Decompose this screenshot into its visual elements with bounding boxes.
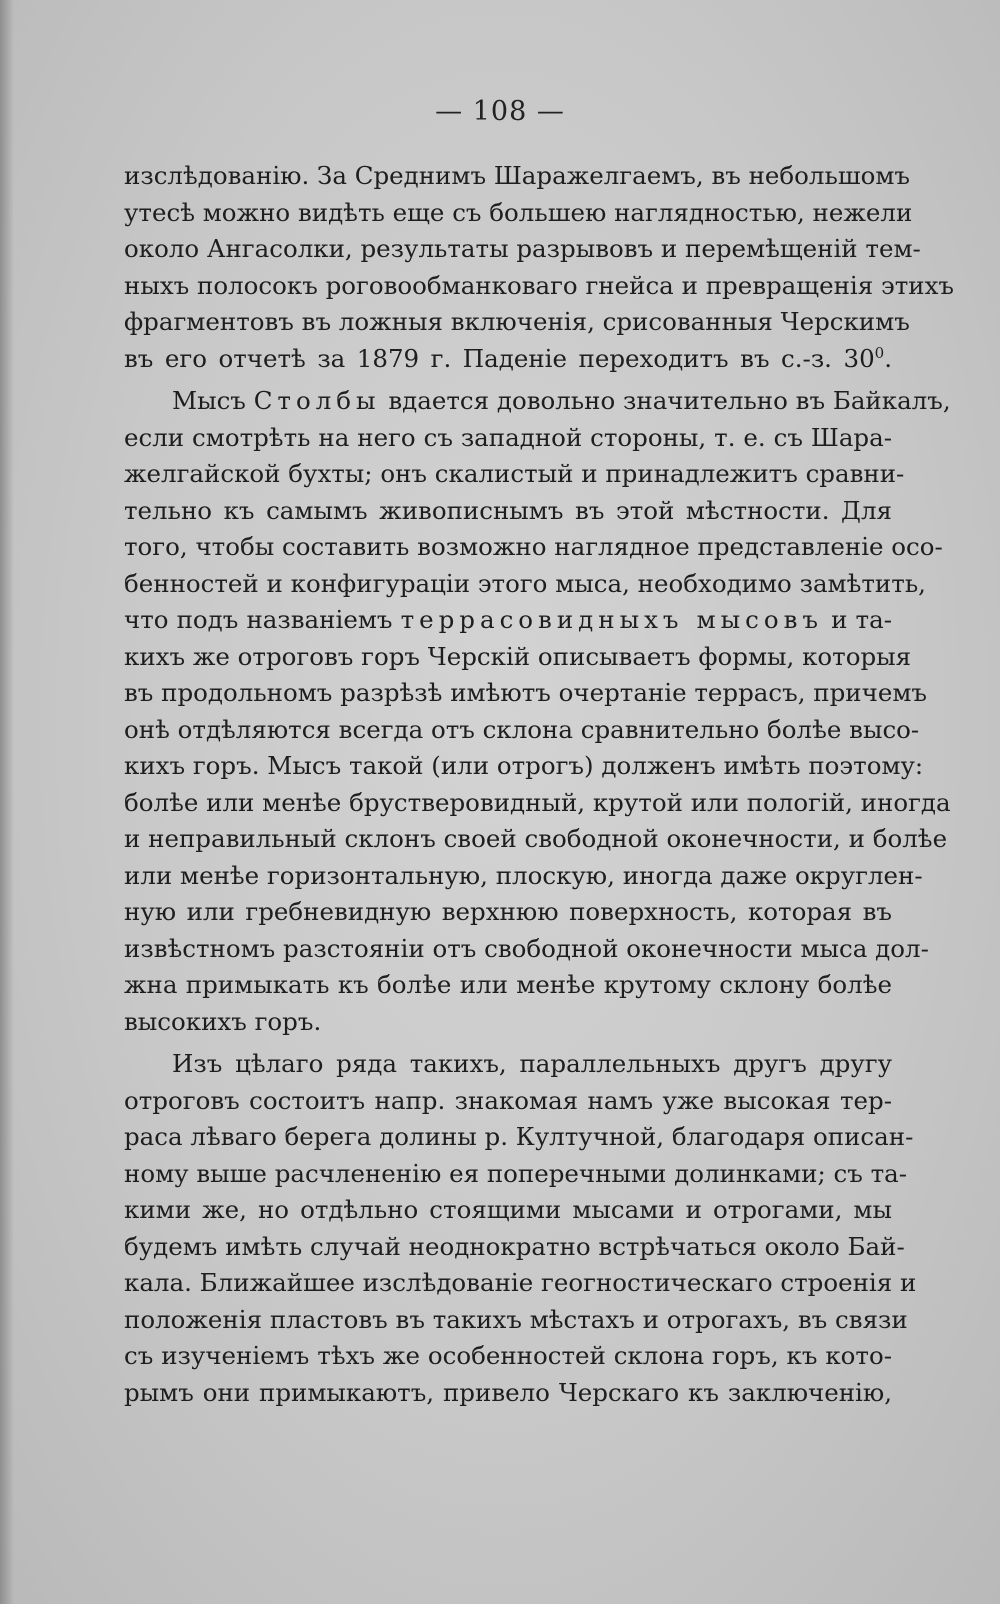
text-line: тельно къ самымъ живописнымъ въ этой мѣстности. Для	[124, 495, 892, 525]
text-line: если смотрѣть на него съ западной стороны, т. е. съ Шара-	[124, 422, 892, 452]
text-line: утесѣ можно видѣть еще съ большею наглядностью, нежели	[124, 197, 913, 227]
body-text	[124, 158, 954, 1411]
text-line: ныхъ полосокъ роговообманковаго гнейса и превращенія этихъ	[124, 270, 954, 300]
text-line: будемъ имѣть случай неоднократно встрѣчаться около Бай-	[124, 1231, 905, 1261]
paragraph-1	[124, 158, 954, 377]
text-line	[124, 341, 892, 378]
paragraph-2	[124, 383, 951, 1040]
text-line: фрагментовъ въ ложныя включенія, срисованныя Черскимъ	[124, 307, 910, 336]
degree-superscript: 0	[874, 343, 885, 362]
page-edge-shadow	[0, 0, 14, 1604]
text-line	[124, 383, 951, 420]
text-line	[124, 602, 892, 639]
text-line: около Ангасолки, результаты разрывовъ и перемѣщеній тем-	[124, 234, 921, 263]
line-text: Мысъ	[172, 386, 254, 415]
text-line: жна примыкать къ болѣе или менѣе крутому склону болѣе	[124, 970, 892, 999]
spaced-term: террасовидныхъ мысовъ	[400, 605, 824, 634]
text-line: въ продольномъ разрѣзѣ имѣютъ очертаніе террасъ, причемъ	[124, 678, 927, 707]
text-line: или менѣе горизонтальную, плоскую, иногда даже округлен-	[124, 860, 923, 890]
line-end: .	[884, 343, 892, 373]
text-line: болѣе или менѣе брустверовидный, крутой или пологій, иногда	[124, 787, 951, 817]
text-line: раса лѣваго берега долины р. Култучной, благодаря описан-	[124, 1122, 914, 1151]
text-line: кими же, но отдѣльно стоящими мысами и отрогами, мы	[124, 1195, 892, 1224]
page-number: — 108 —	[435, 96, 565, 127]
text-line: съ изученіемъ тѣхъ же особенностей склона горъ, къ кото-	[124, 1341, 892, 1370]
text-line: высокихъ горъ.	[124, 1006, 322, 1036]
text-line: кала. Ближайшее изслѣдованіе геогностическаго строенія и	[124, 1268, 917, 1297]
text-line: изслѣдованію. За Среднимъ Шаражелгаемъ, въ небольшомъ	[124, 161, 911, 190]
text-line: онѣ отдѣляются всегда отъ склона сравнительно болѣе высо-	[124, 714, 920, 744]
text-line: кихъ же отроговъ горъ Черскій описываетъ формы, которыя	[124, 641, 912, 671]
text-line: и неправильный склонъ своей свободной оконечности, и болѣе	[124, 824, 948, 853]
text-line: желгайской бухты; онъ скалистый и принадлежитъ сравни-	[124, 459, 905, 488]
text-line: того, чтобы составить возможно наглядное представленіе осо-	[124, 532, 943, 561]
line-text: въ его отчетѣ за 1879 г. Паденіе переходитъ въ с.-з. 30	[124, 343, 875, 373]
line-text: что подъ названіемъ	[124, 605, 401, 634]
text-line: ную или гребневидную верхнюю поверхность, которая въ	[124, 897, 892, 926]
spaced-term: Столбы	[253, 386, 381, 415]
line-text: и та-	[823, 605, 892, 634]
text-line: извѣстномъ разстояніи отъ свободной оконечности мыса дол-	[124, 933, 929, 963]
text-line: Изъ цѣлаго ряда такихъ, параллельныхъ другъ другу	[172, 1049, 892, 1078]
text-line: кихъ горъ. Мысъ такой (или отрогъ) долженъ имѣть поэтому:	[124, 751, 924, 780]
text-line: ному выше расчлененію ея поперечными долинками; съ та-	[124, 1158, 908, 1188]
text-line: рымъ они примыкаютъ, привело Черскаго къ заключенію,	[124, 1377, 892, 1407]
paragraph-3	[124, 1046, 917, 1411]
text-line: положенія пластовъ въ такихъ мѣстахъ и отрогахъ, въ связи	[124, 1304, 908, 1334]
text-line: отроговъ состоитъ напр. знакомая намъ уже высокая тер-	[124, 1085, 892, 1115]
text-line: бенностей и конфигураціи этого мыса, необходимо замѣтить,	[124, 568, 926, 598]
line-text: вдается довольно значительно въ Байкалъ,	[380, 386, 951, 415]
